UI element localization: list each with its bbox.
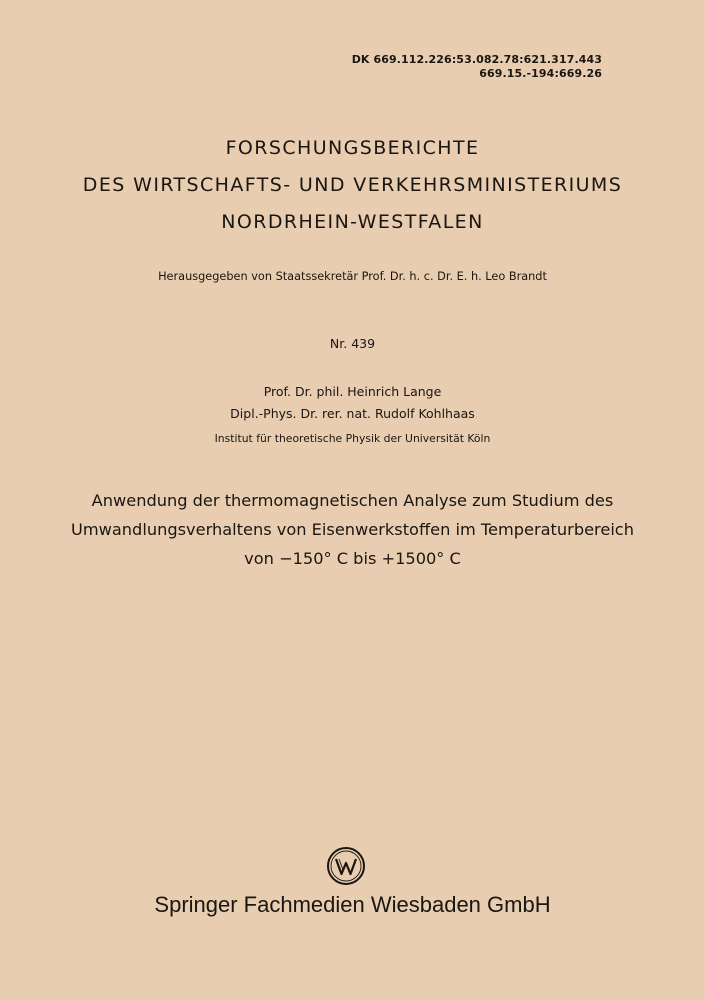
classification-line-2: 669.15.-194:669.26 (479, 67, 602, 80)
report-title-line-2: Umwandlungsverhaltens von Eisenwerkstoffen im Temperaturbereich (71, 520, 634, 539)
classification-code (352, 53, 602, 81)
series-title-line-2: DES WIRTSCHAFTS- UND VERKEHRSMINISTERIUMS (82, 174, 623, 196)
series-title-line-3: NORDRHEIN-WESTFALEN (221, 211, 484, 233)
report-title-line-1: Anwendung der thermomagnetischen Analyse zum Studium des (91, 491, 614, 510)
report-title-line-3: von −150° C bis +1500° C (244, 549, 461, 568)
author-list (0, 381, 705, 425)
springer-logo-icon (326, 846, 366, 886)
author-1: Prof. Dr. phil. Heinrich Lange (263, 384, 442, 399)
publisher: Springer Fachmedien Wiesbaden GmbH (154, 892, 551, 917)
classification-line-1: DK 669.112.226:53.082.78:621.317.443 (351, 53, 602, 66)
institute: Institut für theoretische Physik der Universität Köln (214, 432, 491, 445)
report-number: Nr. 439 (329, 336, 376, 351)
report-title (0, 486, 705, 573)
series-title-line-1: FORSCHUNGSBERICHTE (225, 137, 480, 159)
series-title (0, 130, 705, 241)
editor-line: Herausgegeben von Staatssekretär Prof. Dr. h. c. Dr. E. h. Leo Brandt (158, 270, 547, 283)
author-2: Dipl.-Phys. Dr. rer. nat. Rudolf Kohlhaas (230, 406, 475, 421)
